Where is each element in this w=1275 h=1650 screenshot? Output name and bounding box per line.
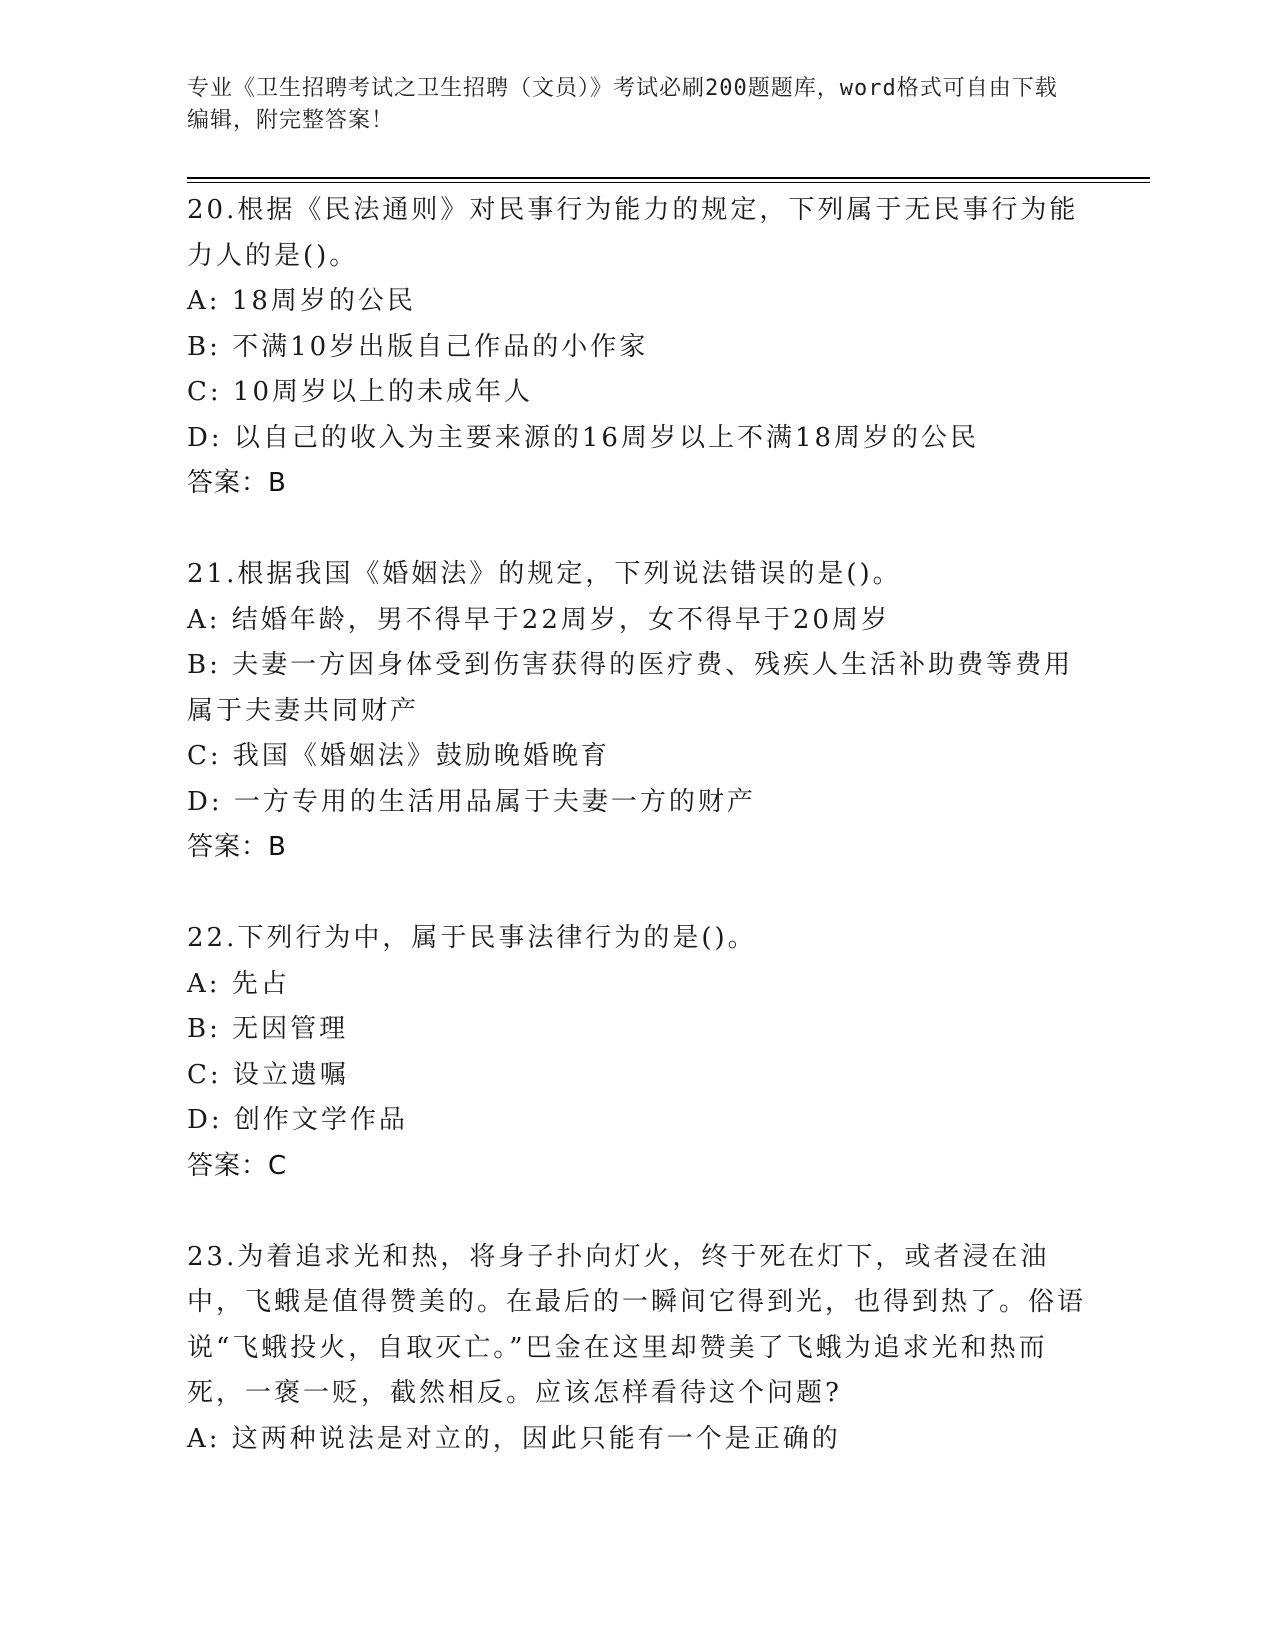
answer: 答案：C [187,1150,288,1181]
question-21 [187,552,1087,871]
option-a: A: 先占 [187,968,290,999]
question-stem: 23.为着追求光和热，将身子扑向灯火，终于死在灯下，或者浸在油中，飞蛾是值得赞美的。在最后的一瞬间它得到光，也得到热了。俗语说“飞蛾投火，自取灭亡。”巴金在这里却赞美了飞蛾为追求光和热而死，一褒一贬，截然相反。应该怎样看待这个问题? [187,1241,1087,1408]
question-gap [187,1189,1087,1235]
option-c: C: 10周岁以上的未成年人 [187,377,534,407]
header-divider-thin [187,182,1150,183]
option-b: B: 不满10岁出版自己作品的小作家 [187,331,649,362]
option-c: C: 我国《婚姻法》鼓励晚婚晚育 [187,741,610,771]
document-header: 专业《卫生招聘考试之卫生招聘（文员）》考试必刷200题题库，word格式可自由下载编辑，附完整答案！ [187,76,1058,133]
option-b: B: 夫妻一方因身体受到伤害获得的医疗费、残疾人生活补助费等费用属于夫妻共同财产 [187,650,1074,726]
option-b: B: 无因管理 [187,1014,349,1044]
option-a: A: 结婚年龄，男不得早于22周岁，女不得早于20周岁 [187,604,890,635]
option-d: D: 创作文学作品 [187,1105,408,1135]
header-divider-thick [187,177,1150,179]
option-a: A: 这两种说法是对立的，因此只能有一个是正确的 [187,1423,841,1454]
question-stem: 21.根据我国《婚姻法》的规定，下列说法错误的是()。 [187,559,902,589]
question-gap [187,871,1087,917]
answer: 答案：B [187,468,287,498]
question-gap [187,507,1087,553]
option-d: D: 以自己的收入为主要来源的16周岁以上不满18周岁的公民 [187,422,980,453]
question-20 [187,188,1087,507]
question-list [187,188,1087,1462]
option-c: C: 设立遗嘱 [187,1059,349,1090]
answer: 答案：B [187,832,287,862]
option-d: D: 一方专用的生活用品属于夫妻一方的财产 [187,786,756,817]
question-23 [187,1235,1087,1463]
question-22 [187,916,1087,1189]
question-stem: 22.下列行为中，属于民事法律行为的是()。 [187,923,757,953]
question-stem: 20.根据《民法通则》对民事行为能力的规定，下列属于无民事行为能力人的是()。 [187,195,1079,271]
option-a: A: 18周岁的公民 [187,286,416,316]
